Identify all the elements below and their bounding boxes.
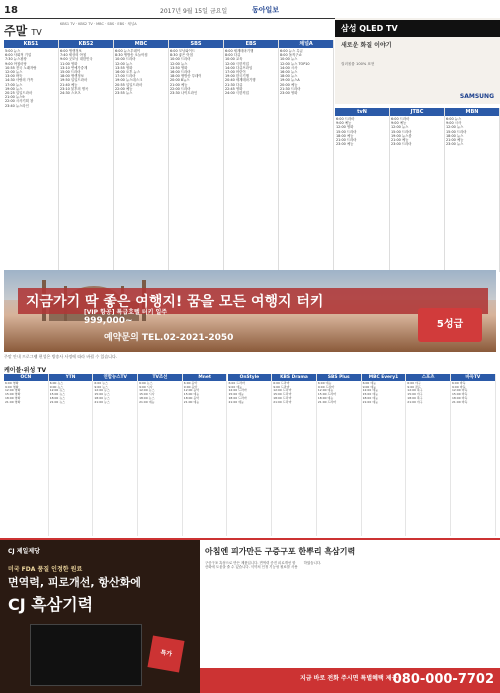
channel-column bbox=[114, 40, 169, 272]
section-title-main: 주말 bbox=[4, 24, 28, 38]
program-row: 12:00 뉴스 bbox=[446, 125, 464, 130]
cable-section-title: 케이블·위성 TV bbox=[4, 367, 47, 374]
program-list bbox=[93, 381, 137, 405]
program-row: 7:30 뉴스광장 bbox=[5, 57, 27, 62]
schedule-notice: 주말 안내 프로그램 편성은 방송사 사정에 따라 바뀔 수 있습니다. bbox=[4, 354, 118, 359]
program-row: 10:55 전국 노래자랑 bbox=[5, 65, 37, 70]
program-list bbox=[4, 48, 58, 109]
program-list bbox=[138, 381, 182, 405]
channel-column bbox=[390, 108, 445, 272]
program-row: 13:55 영화 bbox=[115, 65, 133, 70]
channel-column bbox=[93, 374, 138, 536]
program-row: 18:00 예능 bbox=[317, 395, 334, 400]
program-row: 23:40 뉴스라인 bbox=[5, 103, 29, 108]
program-row: 6:00 야구 bbox=[407, 381, 421, 385]
cj-phone-number[interactable]: 080-000-7702 bbox=[392, 672, 494, 687]
turkey-headline: 지금가기 딱 좋은 여행지! 꿈을 모든 여행지 터키 bbox=[18, 288, 488, 314]
program-row: 23:30 나이트라인 bbox=[170, 91, 198, 96]
program-list bbox=[228, 381, 272, 405]
program-row: 6:00 세계테마기행 bbox=[225, 49, 254, 53]
program-row: 20:00 8뉴스 bbox=[170, 78, 190, 83]
program-row: 12:00 바둑 bbox=[452, 388, 468, 393]
cj-body: 구증구포 흑삼으로 만든 제품입니다. 면역력 증진 피로개선 항산화에 도움을 줄 수 있습니다. 식약처 인정 기능성 원료를 사용하였습니다. bbox=[205, 561, 322, 570]
channel-header: KBS2 bbox=[59, 40, 113, 48]
program-row: 15:00 드라마 bbox=[446, 129, 467, 134]
program-row: 15:00 드라마 bbox=[336, 129, 357, 134]
cj-phone-bar[interactable] bbox=[200, 668, 500, 693]
program-row: 17:00 뉴스 bbox=[5, 82, 23, 87]
program-row: 11:00 영화 bbox=[60, 61, 78, 66]
program-row: 6:00 뉴스 특급 bbox=[280, 49, 303, 53]
program-row: 14:00 다큐프라임 bbox=[225, 65, 253, 70]
program-row: 14:30 사랑의 가족 bbox=[5, 78, 34, 83]
program-row: 9:00 아침마당 bbox=[5, 61, 27, 66]
program-row: 15:00 예능 bbox=[228, 392, 244, 397]
program-row: 9:00 시사 bbox=[139, 384, 153, 389]
program-row: 18:00 생방송 투데이 bbox=[170, 74, 202, 79]
program-row: 22:00 예능 bbox=[115, 86, 133, 91]
program-row: 24:30 스포츠 bbox=[60, 91, 81, 96]
program-row: 9:00 뉴스 bbox=[94, 384, 108, 389]
program-row: 16:00 뉴스 bbox=[280, 70, 298, 75]
channel-column bbox=[49, 374, 94, 536]
samsung-ad-title: 삼성 QLED TV bbox=[335, 20, 500, 37]
turkey-badge: 5성급 bbox=[418, 308, 482, 342]
channel-column bbox=[4, 374, 49, 536]
program-row: 6:00 뉴스 bbox=[139, 381, 153, 385]
program-row: 9:00 음악 bbox=[183, 384, 198, 389]
program-row: 20:00 예능 bbox=[280, 82, 298, 87]
program-row: 10:00 뉴스 bbox=[280, 57, 298, 62]
program-list bbox=[114, 48, 168, 96]
program-row: 24:00 극한직업 bbox=[225, 91, 249, 96]
program-row: 21:00 예능 bbox=[228, 399, 244, 404]
program-row: 18:00 축구 bbox=[407, 395, 423, 400]
program-row: 21:00 예능 bbox=[446, 138, 464, 143]
channel-column bbox=[4, 40, 59, 272]
channel-column bbox=[224, 40, 279, 272]
program-row: 9:00 드라마 bbox=[273, 384, 290, 389]
program-row: 15:00 야구 bbox=[407, 392, 423, 397]
program-row: 15:00 바둑 bbox=[452, 392, 468, 397]
product-box-icon bbox=[30, 624, 142, 686]
program-row: 21:00 예능 bbox=[170, 82, 188, 87]
program-row: 10:00 드라마 bbox=[115, 57, 136, 62]
cj-brand: CJ 흑삼기력 bbox=[8, 595, 94, 614]
program-row: 9:00 바둑 bbox=[452, 384, 466, 389]
program-row: 22:45 영화 bbox=[225, 86, 243, 91]
program-row: 21:00 드라마 bbox=[336, 138, 357, 143]
program-list bbox=[224, 48, 278, 96]
program-list bbox=[272, 381, 316, 405]
program-row: 21:00 예능 bbox=[183, 399, 200, 404]
program-row: 7:40 세상의 아침 bbox=[60, 53, 87, 58]
program-row: 6:00 뉴스 bbox=[94, 381, 108, 385]
program-list bbox=[390, 116, 444, 147]
program-row: 17:00 드라마 bbox=[115, 74, 136, 79]
section-title-tv: TV bbox=[31, 28, 42, 37]
turkey-price: 999,000~ bbox=[84, 316, 133, 326]
program-row: 23:00 예능 bbox=[336, 142, 354, 147]
program-row: 12:00 뉴스 bbox=[5, 70, 23, 75]
channel-column bbox=[317, 374, 362, 536]
program-row: 21:40 예능 bbox=[60, 82, 78, 87]
program-row: 5:00 뉴스 bbox=[5, 49, 21, 53]
channel-header: JTBC bbox=[390, 108, 444, 116]
program-row: 6:00 드라마 bbox=[336, 117, 355, 121]
channel-header: KBS Drama bbox=[272, 374, 316, 381]
program-row: 13:00 바둑 bbox=[5, 74, 23, 79]
main-tv-grid bbox=[4, 40, 332, 272]
program-row: 21:30 드라마 bbox=[280, 86, 301, 91]
program-row: 12:00 뉴스 bbox=[170, 61, 188, 66]
program-row: 19:00 한국기행 bbox=[225, 74, 249, 79]
channel-header: SBS Plus bbox=[317, 374, 361, 381]
program-row: 15:00 뉴스 bbox=[49, 392, 66, 397]
program-row: 18:00 뉴스 bbox=[49, 395, 66, 400]
program-row: 23:00 영화 bbox=[280, 91, 298, 96]
program-row: 15:00 드라마 bbox=[317, 392, 337, 397]
program-row: 10:00 교육 bbox=[225, 57, 243, 62]
channel-column bbox=[406, 374, 451, 536]
cj-ad[interactable] bbox=[0, 538, 500, 693]
program-row: 12:00 영화 bbox=[336, 125, 354, 130]
channel-header: MBN bbox=[445, 108, 499, 116]
program-row: 19:00 뉴스 bbox=[5, 86, 23, 91]
program-row: 18:00 음악 bbox=[183, 395, 200, 400]
program-row: 23:00 드라마 bbox=[391, 142, 412, 147]
program-row: 6:00 예능 bbox=[362, 381, 377, 385]
program-row: 9:00 시사 bbox=[446, 121, 462, 126]
program-row: 9:00 굿모닝 대한민국 bbox=[60, 57, 93, 62]
channel-column bbox=[451, 374, 496, 536]
program-list bbox=[169, 48, 223, 96]
program-row: 12:00 뉴스 bbox=[49, 388, 66, 393]
program-row: 12:00 극한직업 bbox=[225, 61, 249, 66]
turkey-subline: [VIP 항공] 특급호텔 터키 일주 bbox=[84, 309, 168, 316]
program-row: 21:00 영화 bbox=[5, 399, 21, 404]
channel-header: SBS bbox=[169, 40, 223, 48]
channel-column bbox=[169, 40, 224, 272]
program-row: 12:00 축구 bbox=[407, 388, 423, 393]
program-row: 20:25 일일드라마 bbox=[5, 91, 33, 96]
channel-column bbox=[59, 40, 114, 272]
program-row: 21:00 드라마 bbox=[317, 399, 337, 404]
channel-column bbox=[362, 374, 407, 536]
channel-header: KBS1 bbox=[4, 40, 58, 48]
program-list bbox=[317, 381, 361, 405]
channel-info: KBS1 TV · KBS2 TV · MBC · SBS · EBS · 채널A bbox=[60, 22, 137, 26]
program-row: 18:00 뉴스 bbox=[446, 133, 464, 138]
publish-date: 2017년 9월 15일 금요일 bbox=[160, 8, 228, 15]
program-row: 17:00 어린이 bbox=[225, 70, 246, 75]
program-row: 19:00 뉴스데스크 bbox=[115, 78, 143, 83]
program-row: 6:00 영화 bbox=[5, 381, 19, 385]
program-row: 12:00 예능 bbox=[317, 388, 334, 393]
program-list bbox=[335, 116, 389, 147]
channel-column bbox=[279, 40, 334, 272]
program-row: 18:00 뉴스 bbox=[94, 395, 110, 400]
channel-header: 바둑TV bbox=[451, 374, 495, 381]
cj-logo: CJ 제일제당 bbox=[8, 548, 40, 555]
channel-column bbox=[445, 108, 500, 272]
program-row: 15:00 드라마 bbox=[60, 70, 81, 75]
program-row: 18:00 드라마 bbox=[273, 395, 292, 400]
program-row: 18:00 예능 bbox=[362, 395, 378, 400]
program-row: 15:00 뉴스 bbox=[94, 392, 110, 397]
program-row: 12:00 뉴스 TOP10 bbox=[280, 61, 310, 66]
channel-column bbox=[335, 108, 390, 272]
section-title bbox=[4, 22, 42, 39]
program-row: 18:00 바둑 bbox=[452, 395, 468, 400]
program-row: 6:00 생생정보 bbox=[60, 49, 82, 53]
cj-tag: 특가 bbox=[147, 635, 184, 672]
program-row: 12:00 음악 bbox=[183, 388, 200, 393]
program-row: 6:00 드라마 bbox=[228, 381, 245, 385]
program-row: 13:50 영화 bbox=[170, 65, 188, 70]
program-row: 12:00 영화 bbox=[5, 388, 21, 393]
samsung-ad-subtitle: 새로운 화질 이야기 bbox=[341, 42, 392, 49]
program-row: 12:00 드라마 bbox=[228, 388, 247, 393]
program-row: 6:00 음악 bbox=[183, 381, 198, 385]
program-list bbox=[451, 381, 495, 405]
channel-header: EBS bbox=[224, 40, 278, 48]
program-row: 22:00 드라마 bbox=[170, 86, 191, 91]
channel-header: 채널A bbox=[279, 40, 333, 48]
program-row: 14:00 시사 bbox=[280, 65, 298, 70]
program-row: 21:00 뉴스9 bbox=[5, 95, 25, 100]
program-list bbox=[445, 116, 499, 147]
channel-header: MBC Every1 bbox=[362, 374, 406, 381]
program-row: 15:00 예능 bbox=[362, 392, 378, 397]
program-row: 9:00 드라마 bbox=[317, 384, 335, 389]
turkey-phone[interactable]: 예약문의 TEL.02-2021-2050 bbox=[104, 333, 234, 343]
program-row: 23:55 뉴스 bbox=[115, 91, 133, 96]
program-row: 18:00 뉴스 bbox=[280, 74, 298, 79]
program-row: 18:00 드라마 bbox=[228, 395, 247, 400]
program-row: 6:00 드라마 bbox=[391, 117, 410, 121]
newspaper-logo: 동아일보 bbox=[252, 6, 280, 14]
channel-column bbox=[183, 374, 228, 536]
program-list bbox=[4, 381, 48, 405]
program-list bbox=[183, 381, 227, 405]
program-row: 20:55 일일드라마 bbox=[115, 82, 143, 87]
program-row: 8:00 다큐 bbox=[225, 53, 241, 58]
program-row: 6:00 뉴스투데이 bbox=[115, 49, 141, 53]
program-row: 16:00 드라마 bbox=[170, 70, 191, 75]
channel-header: TV조선 bbox=[138, 374, 182, 381]
program-row: 8:30 생방송 오늘아침 bbox=[115, 53, 148, 58]
program-row: 21:00 뉴스 bbox=[49, 399, 66, 404]
program-row: 6:00 드라마 bbox=[273, 381, 290, 385]
program-row: 21:00 예능 bbox=[139, 399, 155, 404]
program-row: 6:00 바둑 bbox=[452, 381, 466, 385]
program-list bbox=[406, 381, 450, 405]
program-row: 15:00 영화 bbox=[5, 392, 21, 397]
program-row: 9:00 예능 bbox=[228, 384, 242, 389]
program-row: 19:00 뉴스A bbox=[280, 78, 300, 83]
program-row: 18:00 예능 bbox=[336, 133, 354, 138]
program-row: 18:00 영화 bbox=[5, 395, 21, 400]
program-list bbox=[59, 48, 113, 96]
program-row: 21:00 뉴스 bbox=[94, 399, 110, 404]
program-row: 21:00 바둑 bbox=[452, 399, 468, 404]
channel-column bbox=[138, 374, 183, 536]
page-number: 18 bbox=[4, 5, 18, 16]
channel-header: Mnet bbox=[183, 374, 227, 381]
program-row: 21:30 다큐 bbox=[225, 82, 243, 87]
program-row: 9:00 예능 bbox=[336, 121, 352, 126]
channel-header: OCN bbox=[4, 374, 48, 381]
program-row: 18:00 생생정보 bbox=[60, 74, 84, 79]
program-row: 8:30 좋은 아침 bbox=[170, 53, 193, 58]
program-row: 21:00 예능 bbox=[391, 138, 409, 143]
program-row: 6:00 사회적 기업 bbox=[5, 53, 32, 58]
program-row: 15:00 예능 bbox=[183, 392, 200, 397]
program-row: 9:00 예능 bbox=[391, 121, 407, 126]
program-row: 8:00 돌직구쇼 bbox=[280, 53, 302, 58]
program-row: 21:00 예능 bbox=[362, 399, 378, 404]
program-row: 15:00 시사 bbox=[139, 392, 155, 397]
cj-phone-text: 지금 바로 전화 주시면 특별혜택 제공 bbox=[300, 675, 398, 682]
channel-column bbox=[228, 374, 273, 536]
program-row: 10:00 드라마 bbox=[170, 57, 191, 62]
program-row: 13:10 연예가중계 bbox=[60, 65, 88, 70]
program-row: 15:00 드라마 bbox=[391, 129, 412, 134]
program-row: 16:00 오후 뉴스 bbox=[115, 70, 141, 75]
program-row: 12:00 뉴스 bbox=[391, 125, 409, 130]
turkey-travel-ad[interactable] bbox=[4, 270, 496, 352]
program-row: 9:00 영화 bbox=[5, 384, 19, 389]
program-list bbox=[279, 48, 333, 96]
cj-ad-copy bbox=[205, 546, 495, 569]
channel-header: YTN bbox=[49, 374, 93, 381]
cable-tv-grid bbox=[4, 374, 496, 536]
channel-header: 연합뉴스TV bbox=[93, 374, 137, 381]
program-row: 6:00 모닝와이드 bbox=[170, 49, 196, 53]
program-row: 9:00 골프 bbox=[407, 384, 421, 389]
channel-header: MBC bbox=[114, 40, 168, 48]
channel-header: 스포츠 bbox=[406, 374, 450, 381]
program-row: 12:00 뉴스 bbox=[94, 388, 110, 393]
program-row: 21:00 드라마 bbox=[273, 399, 292, 404]
program-row: 9:00 뉴스 bbox=[49, 384, 64, 389]
cj-headline: 아침엔 피가만든 구증구포 한뿌리 흑삼기력 bbox=[205, 547, 356, 556]
cj-sub: 미국 FDA 품질 인정한 원료 bbox=[8, 566, 83, 573]
program-row: 18:00 뉴스 bbox=[139, 395, 155, 400]
program-row: 12:00 뉴스 bbox=[115, 61, 133, 66]
program-row: 20:40 세계테마기행 bbox=[225, 78, 256, 83]
samsung-ad[interactable] bbox=[335, 18, 500, 104]
cj-main: 면역력, 피로개선, 항산화에 bbox=[8, 576, 141, 589]
program-row: 19:00 뉴스룸 bbox=[391, 133, 412, 138]
samsung-logo: SAMSUNG bbox=[459, 93, 494, 100]
channel-column bbox=[272, 374, 317, 536]
program-row: 15:00 드라마 bbox=[273, 392, 292, 397]
program-list bbox=[49, 381, 93, 405]
program-row: 23:00 뉴스 bbox=[446, 142, 464, 147]
program-row: 12:00 예능 bbox=[362, 388, 378, 393]
program-row: 22:00 시사기획 창 bbox=[5, 99, 34, 104]
program-row: 6:00 예능 bbox=[317, 381, 332, 385]
program-row: 9:00 예능 bbox=[362, 384, 377, 389]
program-row: 12:00 드라마 bbox=[273, 388, 292, 393]
program-list bbox=[362, 381, 406, 405]
channel-header: OnStyle bbox=[228, 374, 272, 381]
program-row: 23:10 불후의 명곡 bbox=[60, 86, 89, 91]
program-row: 19:50 일일드라마 bbox=[60, 78, 88, 83]
program-row: 21:00 야구 bbox=[407, 399, 423, 404]
program-row: 12:00 뉴스 bbox=[139, 388, 155, 393]
cj-ad-visual bbox=[0, 540, 200, 693]
samsung-ad-text: 컬러볼륨 100% 표현 bbox=[341, 62, 375, 66]
channel-header: tvN bbox=[335, 108, 389, 116]
program-row: 6:00 뉴스 bbox=[49, 381, 64, 385]
right-tv-grid bbox=[335, 108, 500, 272]
program-row: 6:00 뉴스 bbox=[446, 117, 462, 121]
